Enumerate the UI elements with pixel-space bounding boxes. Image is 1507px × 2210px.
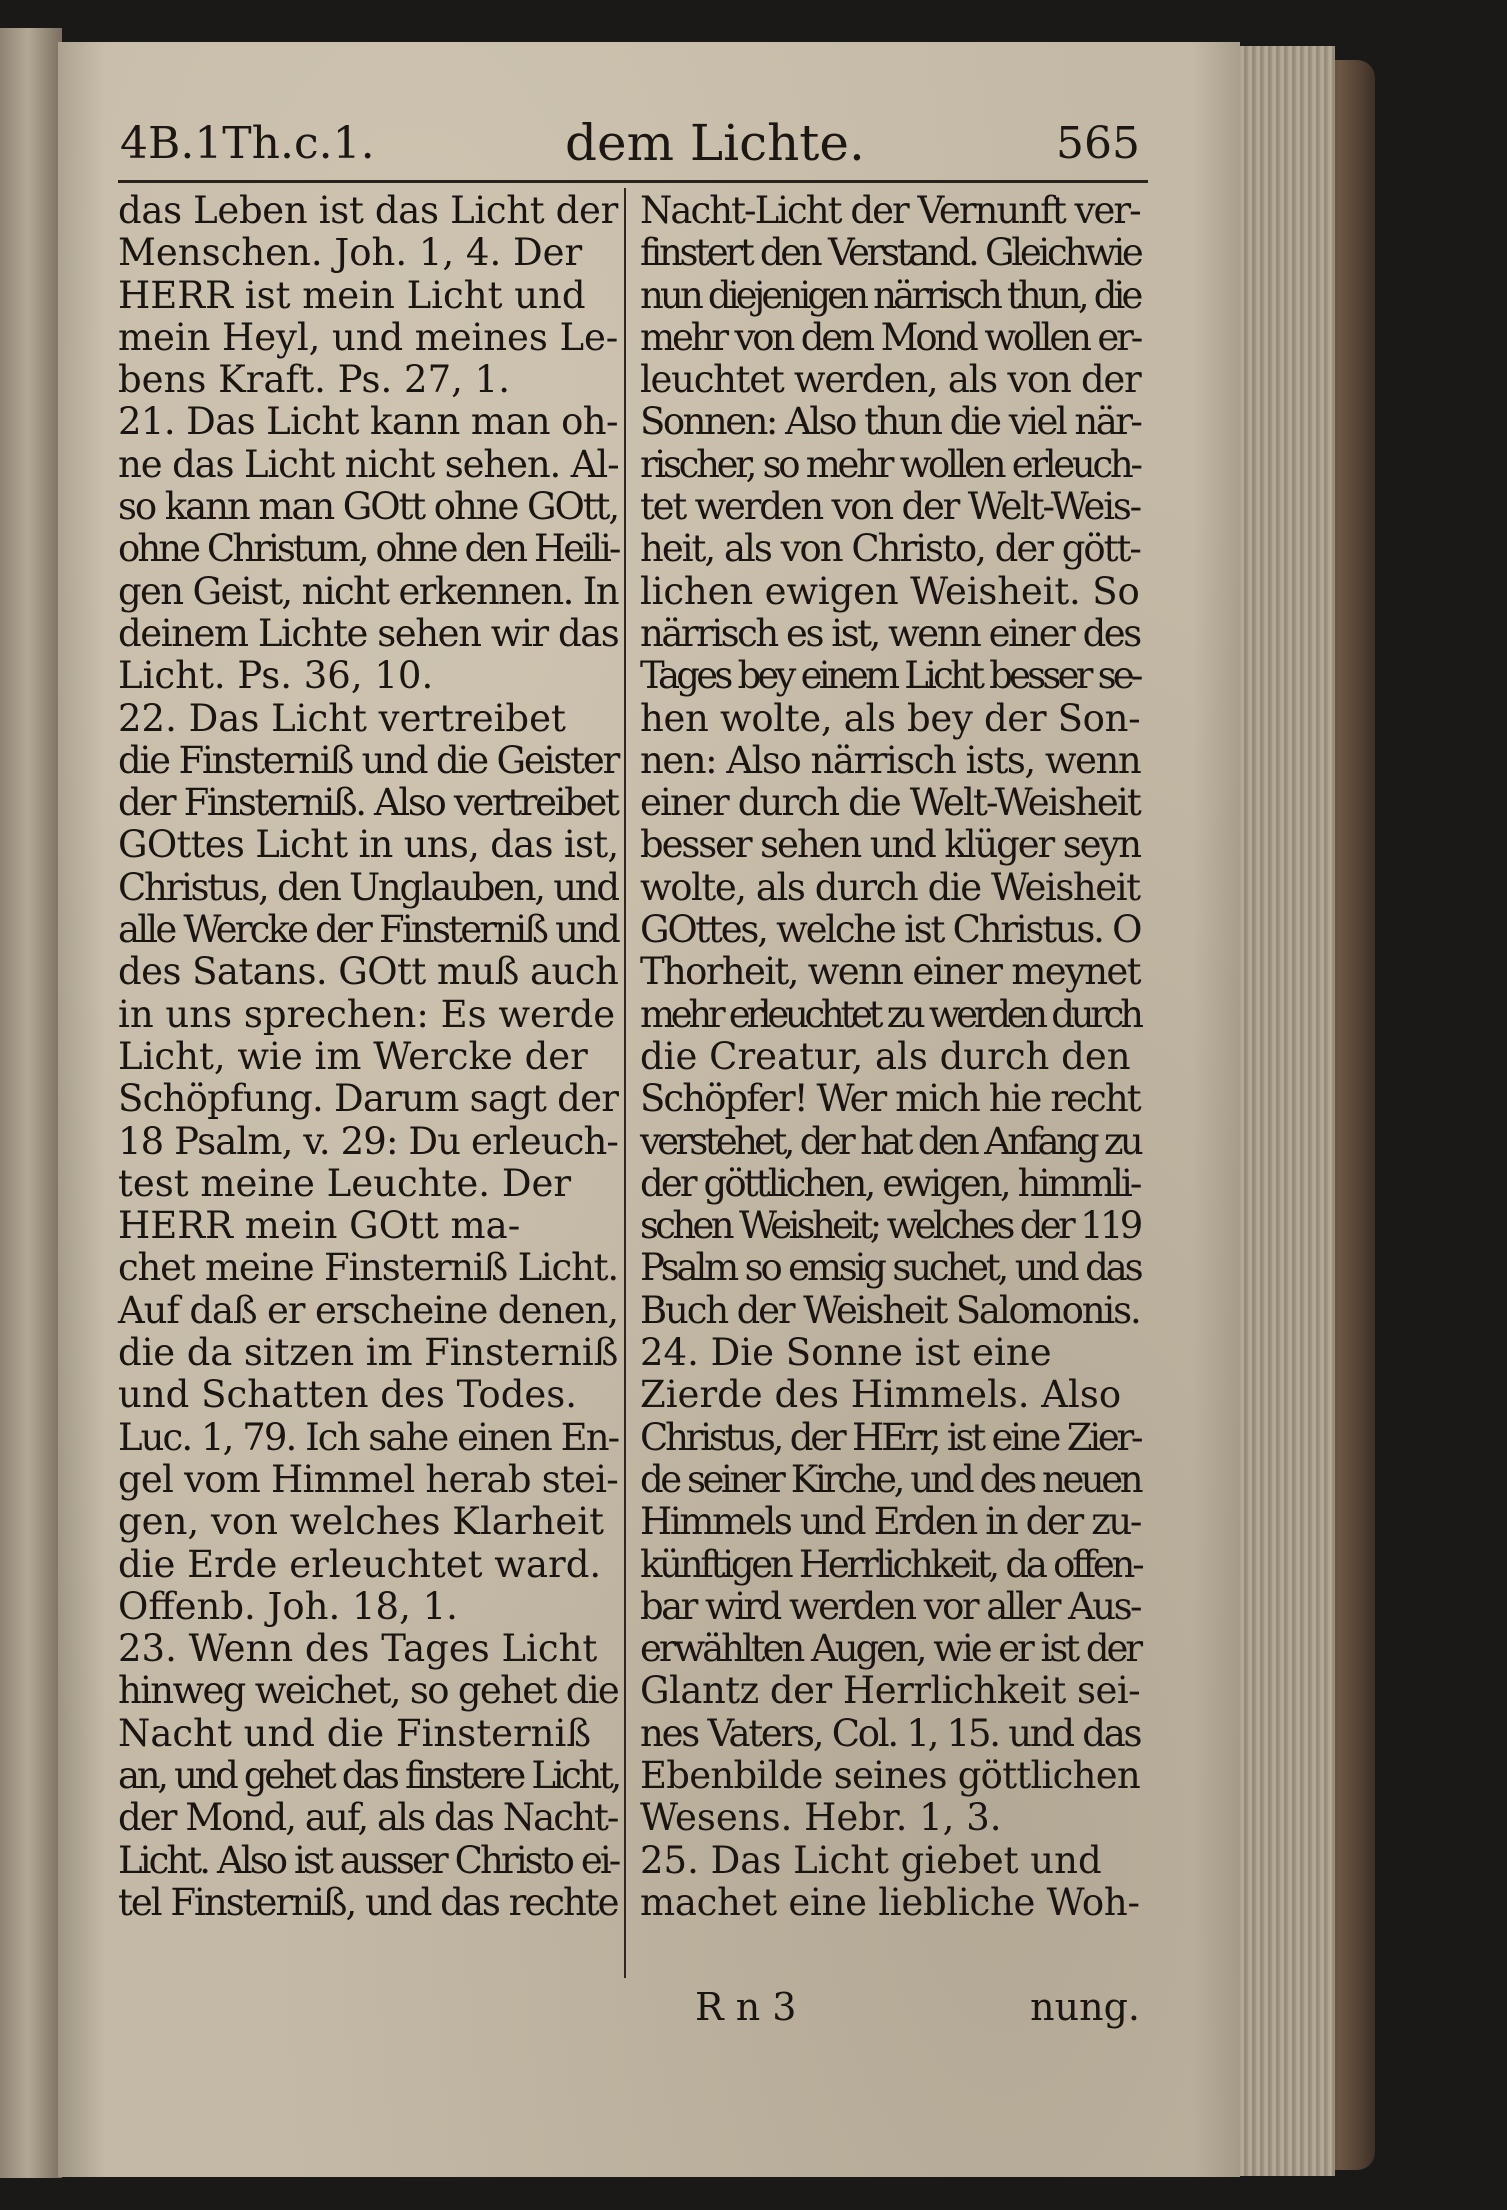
- text-line: 18 Psalm, v. 29: Du erleuch-: [118, 1119, 619, 1163]
- text-line: 25. Das Licht giebet und: [640, 1838, 1102, 1882]
- text-line: test meine Leuchte. Der: [118, 1161, 572, 1205]
- text-line: gen Geist, nicht erkennen. In: [118, 569, 618, 613]
- text-line: rischer, so mehr wollen erleuch-: [640, 442, 1140, 486]
- text-line: machet eine liebliche Woh-: [640, 1880, 1140, 1924]
- text-line: lichen ewigen Weisheit. So: [640, 569, 1140, 613]
- text-line: Licht. Also ist ausser Christo ei-: [118, 1838, 619, 1882]
- text-line: der Mond, auf, als das Nacht-: [118, 1796, 618, 1840]
- text-line: Sonnen: Also thun die viel när-: [640, 400, 1141, 444]
- text-line: und Schatten des Todes.: [118, 1373, 578, 1417]
- text-line: besser sehen und klüger seyn: [640, 823, 1140, 867]
- header-rule: [118, 180, 1148, 183]
- text-line: leuchtet werden, als von der: [640, 358, 1141, 402]
- text-line: Wesens. Hebr. 1, 3.: [640, 1796, 1002, 1840]
- text-line: hinweg weichet, so gehet die: [118, 1669, 619, 1713]
- text-line: Thorheit, wenn einer meynet: [640, 950, 1140, 994]
- text-line: Menschen. Joh. 1, 4. Der: [118, 231, 583, 275]
- text-line: Nacht-Licht der Vernunft ver-: [640, 189, 1140, 232]
- text-line: Ebenbilde seines göttlichen: [640, 1753, 1140, 1797]
- text-line: erwählten Augen, wie er ist der: [640, 1627, 1141, 1671]
- text-line: in uns sprechen: Es werde: [118, 992, 616, 1036]
- text-line: die Finsterniß und die Geister: [118, 738, 619, 782]
- text-line: mein Heyl, und meines Le-: [118, 315, 619, 359]
- left-page-text-fragment: [8, 148, 22, 2048]
- text-line: gen, von welches Klarheit: [118, 1500, 604, 1544]
- text-line: verstehet, der hat den Anfang zu: [640, 1119, 1140, 1163]
- text-line: schen Weisheit; welches der 119: [640, 1204, 1140, 1248]
- text-line: närrisch es ist, wenn einer des: [640, 611, 1140, 655]
- text-line: Glantz der Herrlichkeit sei-: [640, 1669, 1141, 1713]
- text-line: finstert den Verstand. Gleichwie: [640, 231, 1141, 275]
- text-line: gel vom Himmel herab stei-: [118, 1457, 618, 1501]
- left-text-column: [118, 190, 618, 1924]
- text-line: ne das Licht nicht sehen. Al-: [118, 442, 619, 486]
- text-line: heit, als von Christo, der gött-: [640, 527, 1140, 571]
- header-title: dem Lichte.: [565, 114, 865, 172]
- text-line: die da sitzen im Finsterniß: [118, 1331, 619, 1375]
- text-line: de seiner Kirche, und des neuen: [640, 1457, 1141, 1501]
- text-line: 21. Das Licht kann man oh-: [118, 400, 618, 444]
- text-line: einer durch die Welt-Weisheit: [640, 781, 1140, 825]
- text-line: die Creatur, als durch den: [640, 1034, 1131, 1078]
- text-line: Himmels und Erden in der zu-: [640, 1500, 1141, 1544]
- page-number: 565: [1056, 118, 1140, 169]
- text-line: HERR mein GOtt ma-: [118, 1204, 521, 1248]
- text-line: an, und gehet das finstere Licht,: [118, 1753, 619, 1797]
- text-line: alle Wercke der Finsterniß und: [118, 908, 619, 952]
- text-line: Christus, den Unglauben, und: [118, 865, 618, 909]
- text-line: nun diejenigen närrisch thun, die: [640, 273, 1140, 317]
- text-line: ohne Christum, ohne den Heili-: [118, 527, 619, 571]
- text-line: bens Kraft. Ps. 27, 1.: [118, 358, 510, 402]
- text-line: Offenb. Joh. 18, 1.: [118, 1584, 458, 1628]
- text-line: Luc. 1, 79. Ich sahe einen En-: [118, 1415, 619, 1459]
- text-line: der göttlichen, ewigen, himmli-: [640, 1161, 1140, 1205]
- page-block-edges: [1240, 46, 1335, 2176]
- column-divider: [624, 188, 626, 1978]
- text-line: hen wolte, als bey der Son-: [640, 696, 1141, 740]
- text-line: chet meine Finsterniß Licht.: [118, 1246, 618, 1290]
- text-line: Buch der Weisheit Salomonis.: [640, 1288, 1140, 1332]
- page-footer: [640, 1985, 1140, 2035]
- text-line: mehr von dem Mond wollen er-: [640, 315, 1141, 359]
- catchword: nung.: [1030, 1985, 1140, 2029]
- signature-mark: R n 3: [695, 1985, 797, 2029]
- text-line: Christus, der HErr, ist eine Zier-: [640, 1415, 1141, 1459]
- running-header: [120, 110, 1140, 170]
- text-line: nes Vaters, Col. 1, 15. und das: [640, 1711, 1141, 1755]
- text-line: 22. Das Licht vertreibet: [118, 696, 566, 740]
- text-line: Zierde des Himmels. Also: [640, 1373, 1122, 1417]
- text-line: Schöpfer! Wer mich hie recht: [640, 1077, 1140, 1121]
- text-line: die Erde erleuchtet ward.: [118, 1542, 602, 1586]
- text-line: nen: Also närrisch ists, wenn: [640, 738, 1141, 782]
- text-line: GOttes Licht in uns, das ist,: [118, 823, 619, 867]
- text-line: bar wird werden vor aller Aus-: [640, 1584, 1140, 1628]
- text-line: mehr erleuchtet zu werden durch: [640, 992, 1140, 1036]
- text-line: das Leben ist das Licht der: [118, 189, 618, 232]
- text-line: Nacht und die Finsterniß: [118, 1711, 592, 1755]
- text-line: Licht. Ps. 36, 10.: [118, 654, 434, 698]
- left-page-edge: [0, 28, 62, 2178]
- text-line: wolte, als durch die Weisheit: [640, 865, 1140, 909]
- text-line: so kann man GOtt ohne GOtt,: [118, 485, 619, 529]
- header-book-chapter: 4B.1Th.c.1.: [120, 118, 375, 169]
- text-line: Tages bey einem Licht besser se-: [640, 654, 1140, 698]
- text-line: 23. Wenn des Tages Licht: [118, 1627, 598, 1671]
- text-line: HERR ist mein Licht und: [118, 273, 586, 317]
- text-line: Psalm so emsig suchet, und das: [640, 1246, 1141, 1290]
- text-line: GOttes, welche ist Christus. O: [640, 908, 1141, 952]
- text-line: tet werden von der Welt-Weis-: [640, 485, 1140, 529]
- text-line: 24. Die Sonne ist eine: [640, 1331, 1052, 1375]
- text-line: Auf daß er erscheine denen,: [118, 1288, 618, 1332]
- text-line: Licht, wie im Wercke der: [118, 1034, 588, 1078]
- right-text-column: [640, 190, 1140, 1924]
- text-line: künftigen Herrlichkeit, da offen-: [640, 1542, 1142, 1586]
- text-line: der Finsterniß. Also vertreibet: [118, 781, 618, 825]
- text-line: Schöpfung. Darum sagt der: [118, 1077, 619, 1121]
- text-line: des Satans. GOtt muß auch: [118, 950, 619, 994]
- text-line: deinem Lichte sehen wir das: [118, 611, 619, 655]
- text-line: tel Finsterniß, und das rechte: [118, 1880, 618, 1924]
